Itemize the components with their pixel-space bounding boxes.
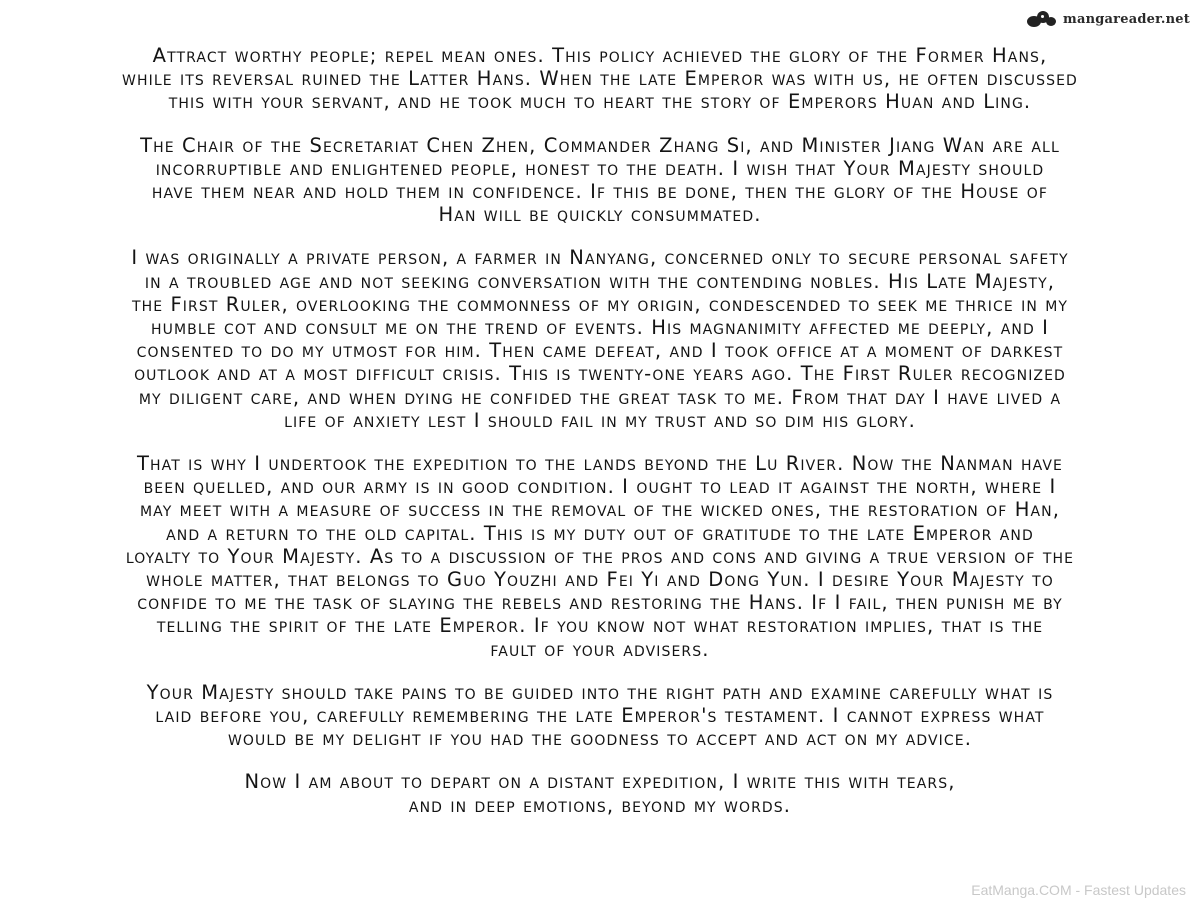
text-line: confide to me the task of slaying the rebels and restoring the Hans. If I fail, then punish me by xyxy=(137,591,1063,615)
text-line: life of anxiety lest I should fail in my trust and so dim his glory. xyxy=(284,408,916,432)
text-line: Attract worthy people; repel mean ones. This policy achieved the glory of the Former Hans, xyxy=(152,44,1048,67)
text-line: would be my delight if you had the goodness to accept and act on my advice. xyxy=(227,727,973,751)
paragraph-3 xyxy=(60,246,1140,432)
text-line: Now I am about to depart on a distant expedition, I write this with tears, xyxy=(244,770,956,794)
text-line: telling the spirit of the late Emperor. If you know not what restoration implies, that is the xyxy=(156,614,1044,638)
text-line: my diligent care, and when dying he confided the great task to me. From that day I have lived a xyxy=(138,385,1062,409)
paragraph-4 xyxy=(60,452,1140,661)
paragraph-2 xyxy=(60,134,1140,227)
text-line: have them near and hold them in confidence. If this be done, then the glory of the House of xyxy=(151,180,1049,204)
text-line: humble cot and consult me on the trend of events. His magnanimity affected me deeply, and I xyxy=(150,316,1050,340)
letter-text xyxy=(60,44,1140,837)
text-line: this with your servant, and he took much to heart the story of Emperors Huan and Ling. xyxy=(168,90,1032,114)
site-watermark-top xyxy=(1025,8,1190,30)
text-line: outlook and at a most difficult crisis. This is twenty-one years ago. The First Ruler recognized xyxy=(134,362,1066,386)
text-line: laid before you, carefully remembering the late Emperor's testament. I cannot express what xyxy=(155,704,1045,728)
text-line: whole matter, that belongs to Guo Youzhi and Fei Yi and Dong Yun. I desire Your Majesty to xyxy=(146,568,1054,592)
text-line: may meet with a measure of success in the removal of the wicked ones, the restoration of Han, xyxy=(139,498,1061,522)
text-line: incorruptible and enlightened people, honest to the death. I wish that Your Majesty should xyxy=(155,156,1045,180)
paragraph-6 xyxy=(60,770,1140,816)
text-line: loyalty to Your Majesty. As to a discussion of the pros and cons and giving a true version of the xyxy=(125,544,1075,568)
text-line: been quelled, and our army is in good condition. I ought to lead it against the north, where I xyxy=(143,475,1057,499)
text-line: Your Majesty should take pains to be guided into the right path and examine carefully what is xyxy=(146,680,1054,704)
text-line: in a troubled age and not seeking conversation with the contending nobles. His Late Majesty, xyxy=(144,269,1056,293)
text-line: consented to do my utmost for him. Then came defeat, and I took office at a moment of darkest xyxy=(136,339,1064,363)
text-line: while its reversal ruined the Latter Hans. When the late Emperor was with us, he often discussed xyxy=(122,67,1078,91)
text-line: and a return to the old capital. This is my duty out of gratitude to the late Emperor and xyxy=(166,521,1034,545)
site-name: mangareader.net xyxy=(1063,11,1190,27)
paragraph-5 xyxy=(60,681,1140,751)
text-line: I was originally a private person, a farmer in Nanyang, concerned only to secure personal safety xyxy=(131,246,1069,270)
paragraph-1 xyxy=(60,44,1140,114)
text-line: Han will be quickly consummated. xyxy=(438,203,762,227)
site-watermark-bottom: EatManga.COM - Fastest Updates xyxy=(971,882,1186,898)
text-line: That is why I undertook the expedition to the lands beyond the Lu River. Now the Nanman have xyxy=(137,452,1063,476)
text-line: fault of your advisers. xyxy=(490,637,710,661)
text-line: the First Ruler, overlooking the commonness of my origin, condescended to seek me thrice in my xyxy=(131,292,1069,316)
text-line: The Chair of the Secretariat Chen Zhen, Commander Zhang Si, and Minister Jiang Wan are all xyxy=(140,133,1060,157)
mangareader-logo-icon xyxy=(1025,8,1059,30)
text-line: and in deep emotions, beyond my words. xyxy=(408,793,792,817)
